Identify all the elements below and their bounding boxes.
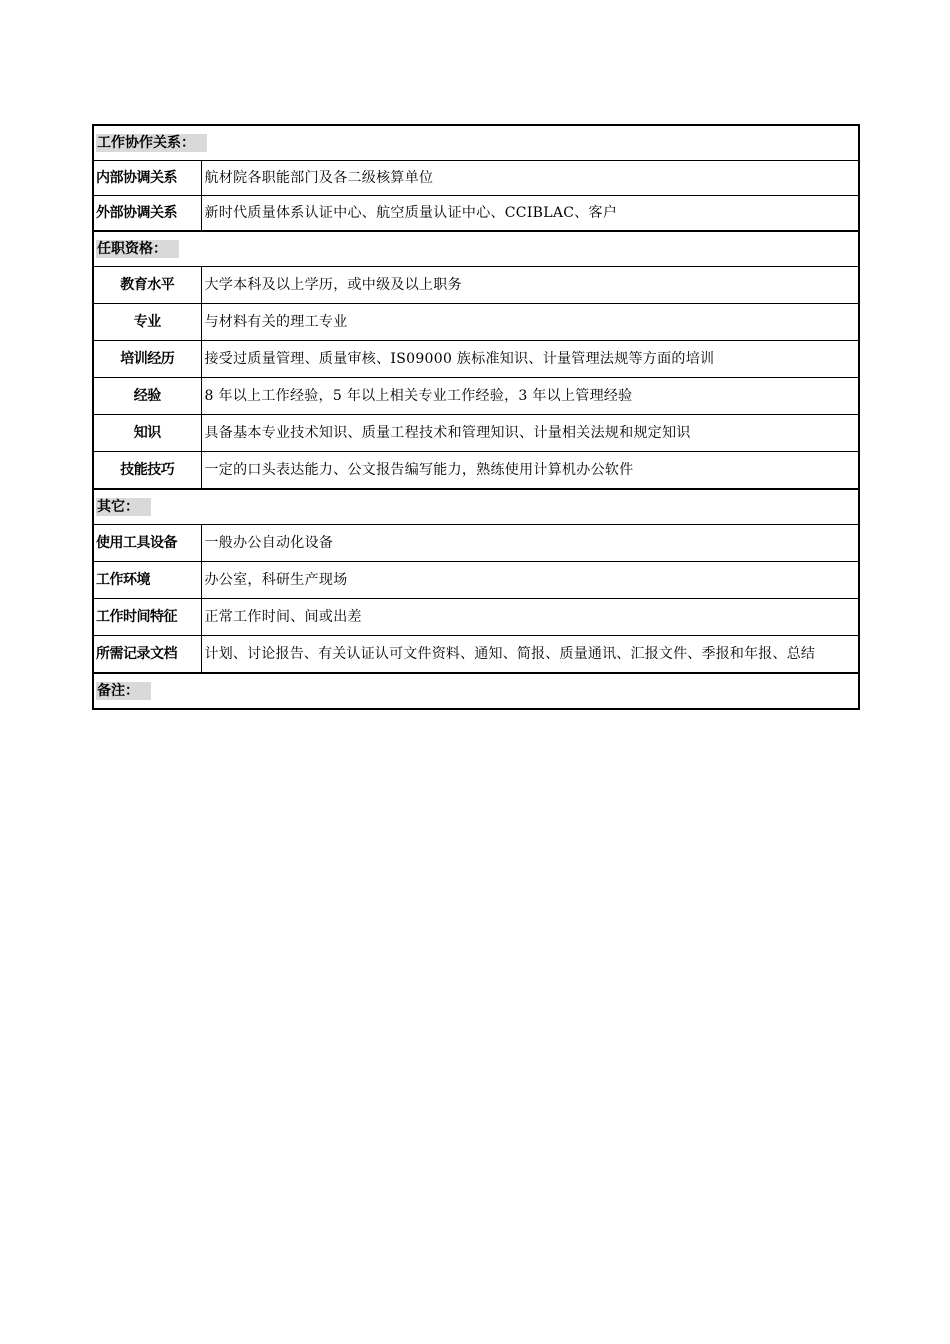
section-other: [93, 489, 859, 525]
major-label: 专业: [93, 304, 201, 341]
tools-value: 一般办公自动化设备: [201, 525, 859, 562]
external-coordination-label: 外部协调关系: [93, 196, 201, 232]
internal-coordination-value: 航材院各职能部门及各二级核算单位: [201, 161, 859, 196]
table-row: [93, 304, 859, 341]
internal-coordination-label: 内部协调关系: [93, 161, 201, 196]
section-remarks: [93, 673, 859, 709]
table-row: [93, 196, 859, 232]
table-row: [93, 341, 859, 378]
table-row: [93, 378, 859, 415]
section-title-collaboration: 工作协作关系：: [96, 134, 207, 152]
section-title-other: 其它：: [96, 498, 151, 516]
job-description-table: [92, 124, 860, 710]
environment-label: 工作环境: [93, 562, 201, 599]
work-hours-label: 工作时间特征: [93, 599, 201, 636]
skills-label: 技能技巧: [93, 452, 201, 490]
documents-value: 计划、讨论报告、有关认证认可文件资料、通知、简报、质量通讯、汇报文件、季报和年报、总结: [201, 636, 859, 674]
section-title-remarks: 备注：: [96, 682, 151, 700]
table-row: [93, 452, 859, 490]
education-label: 教育水平: [93, 267, 201, 304]
knowledge-value: 具备基本专业技术知识、质量工程技术和管理知识、计量相关法规和规定知识: [201, 415, 859, 452]
experience-value: 8 年以上工作经验，5 年以上相关专业工作经验，3 年以上管理经验: [201, 378, 859, 415]
skills-value: 一定的口头表达能力、公文报告编写能力，熟练使用计算机办公软件: [201, 452, 859, 490]
knowledge-label: 知识: [93, 415, 201, 452]
table-row: [93, 415, 859, 452]
training-label: 培训经历: [93, 341, 201, 378]
job-description-sheet: [92, 124, 858, 710]
table-row: [93, 562, 859, 599]
documents-label: 所需记录文档: [93, 636, 201, 674]
major-value: 与材料有关的理工专业: [201, 304, 859, 341]
tools-label: 使用工具设备: [93, 525, 201, 562]
section-qualifications: [93, 231, 859, 267]
table-row: [93, 636, 859, 674]
table-row: [93, 161, 859, 196]
section-collaboration: [93, 125, 859, 161]
section-title-qualifications: 任职资格：: [96, 240, 179, 258]
table-row: [93, 599, 859, 636]
training-value: 接受过质量管理、质量审核、IS09000 族标准知识、计量管理法规等方面的培训: [201, 341, 859, 378]
work-hours-value: 正常工作时间、间或出差: [201, 599, 859, 636]
experience-label: 经验: [93, 378, 201, 415]
education-value: 大学本科及以上学历，或中级及以上职务: [201, 267, 859, 304]
external-coordination-value: 新时代质量体系认证中心、航空质量认证中心、CCIBLAC、客户: [201, 196, 859, 232]
table-row: [93, 267, 859, 304]
table-row: [93, 525, 859, 562]
environment-value: 办公室，科研生产现场: [201, 562, 859, 599]
